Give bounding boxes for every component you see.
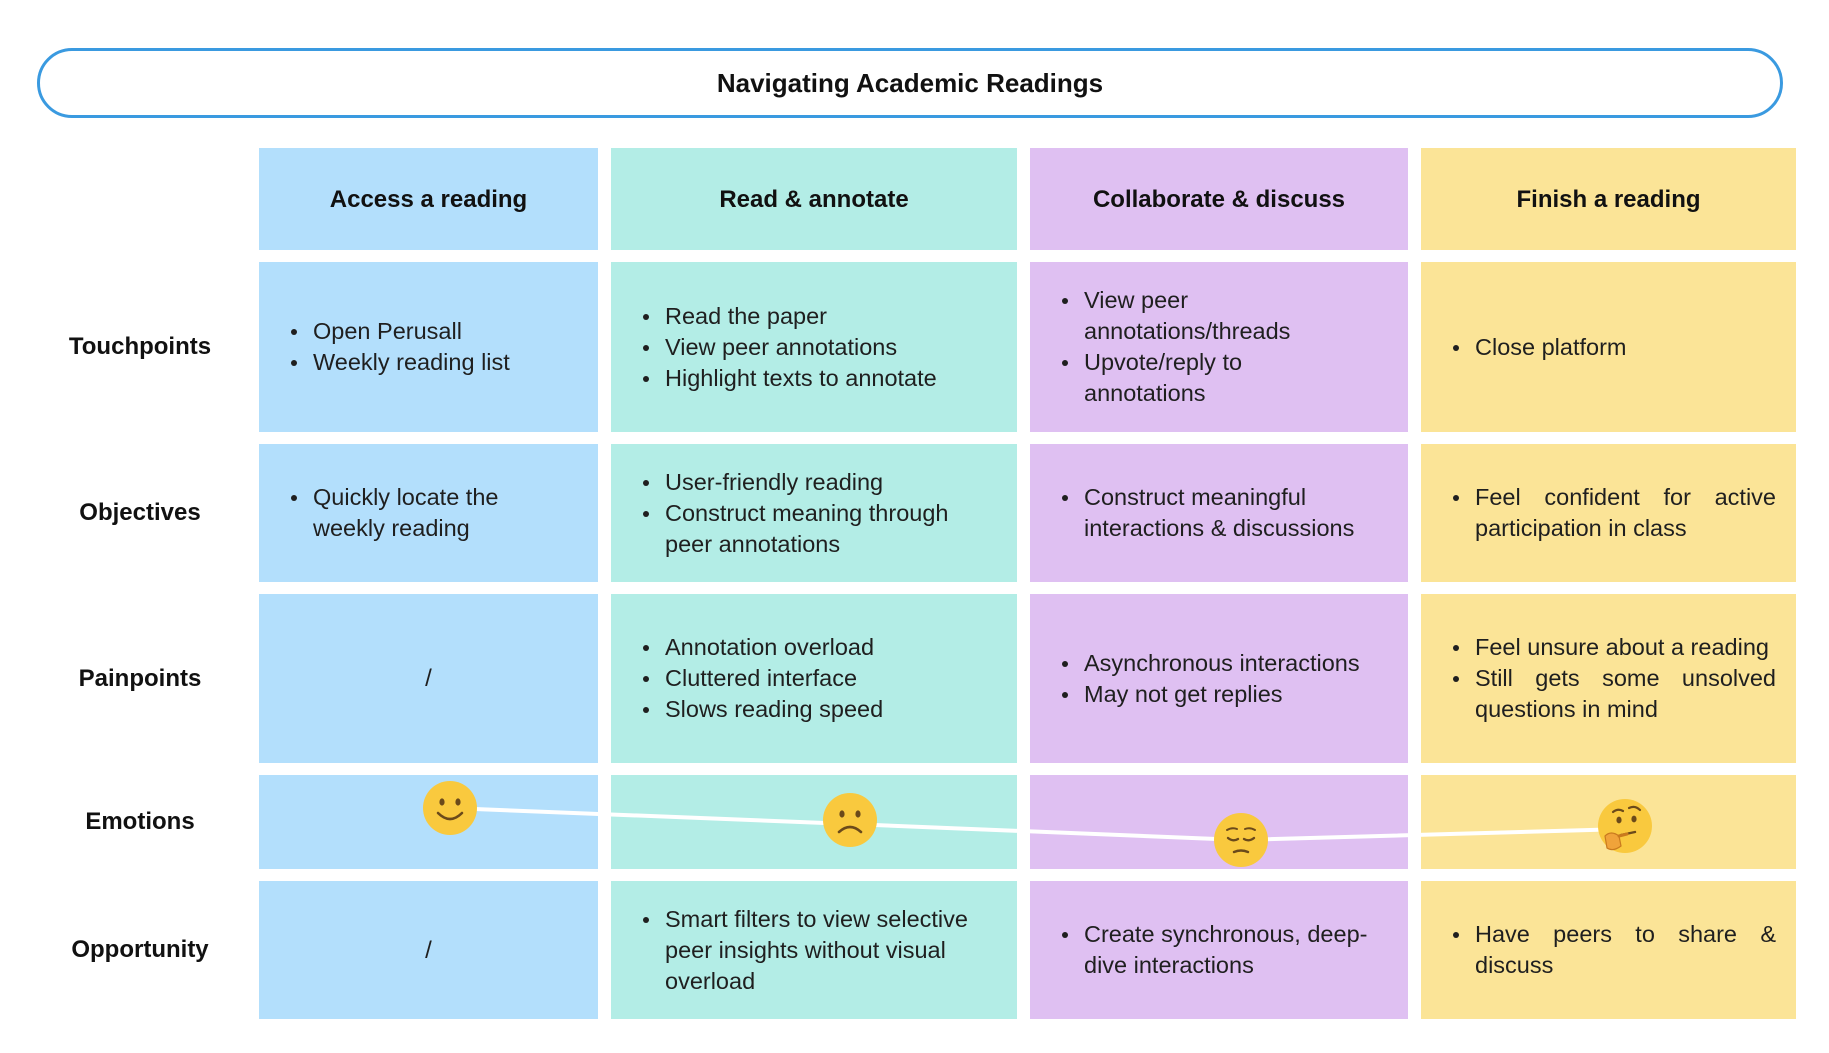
- list-item: Open Perusall: [313, 316, 578, 347]
- opportunity-finish-list: [1451, 919, 1776, 981]
- stage-header-finish: Finish a reading: [1421, 148, 1796, 250]
- list-item: Annotation overload: [665, 632, 997, 663]
- objectives-collab-list: [1060, 482, 1384, 544]
- row-label-opportunity: Opportunity: [71, 936, 209, 963]
- list-item: Quickly locate the weekly reading: [313, 482, 533, 544]
- list-item: May not get replies: [1084, 679, 1388, 710]
- list-item: View peer annotations/threads: [1084, 285, 1304, 347]
- touchpoints-collab-cell: [1030, 262, 1408, 432]
- row-label-objectives: Objectives: [79, 499, 201, 526]
- emotions-finish-cell: [1421, 775, 1796, 869]
- list-item: Create synchronous, deep-dive interactions: [1084, 919, 1388, 981]
- list-item: Weekly reading list: [313, 347, 578, 378]
- list-item: Still gets some unsolved questions in mind: [1475, 663, 1776, 725]
- list-item: Read the paper: [665, 301, 997, 332]
- touchpoints-read-cell: [611, 262, 1017, 432]
- touchpoints-finish-list: [1451, 332, 1776, 363]
- list-item: Smart filters to view selective peer insights without visual overload: [665, 904, 997, 997]
- list-item: Highlight texts to annotate: [665, 363, 997, 394]
- objectives-read-cell: [611, 444, 1017, 582]
- stage-header-access: Access a reading: [259, 148, 598, 250]
- list-item: User-friendly reading: [665, 467, 985, 498]
- painpoints-read-list: [641, 632, 997, 725]
- touchpoints-access-cell: [259, 262, 598, 432]
- painpoints-collab-list: [1060, 648, 1388, 710]
- list-item: Have peers to share & discuss: [1475, 919, 1776, 981]
- objectives-access-list: [289, 482, 533, 544]
- list-item: View peer annotations: [665, 332, 997, 363]
- objectives-access-cell: [259, 444, 598, 582]
- list-item: Feel unsure about a reading: [1475, 632, 1776, 663]
- list-item: Close platform: [1475, 332, 1776, 363]
- painpoints-finish-cell: [1421, 594, 1796, 763]
- touchpoints-collab-list: [1060, 285, 1304, 409]
- opportunity-read-list: [641, 904, 997, 997]
- emotions-read-cell: [611, 775, 1017, 869]
- touchpoints-read-list: [641, 301, 997, 394]
- emotions-collab-cell: [1030, 775, 1408, 869]
- painpoints-read-cell: [611, 594, 1017, 763]
- objectives-read-list: [641, 467, 985, 560]
- opportunity-read-cell: [611, 881, 1017, 1019]
- list-item: Asynchronous interactions: [1084, 648, 1388, 679]
- row-label-emotions: Emotions: [85, 808, 195, 835]
- list-item: Upvote/reply to annotations: [1084, 347, 1304, 409]
- emotions-access-cell: [259, 775, 598, 869]
- objectives-finish-cell: [1421, 444, 1796, 582]
- objectives-finish-list: [1451, 482, 1776, 544]
- stage-header-collab: Collaborate & discuss: [1030, 148, 1408, 250]
- list-item: Construct meaning through peer annotations: [665, 498, 985, 560]
- objectives-collab-cell: [1030, 444, 1408, 582]
- list-item: Cluttered interface: [665, 663, 997, 694]
- row-label-painpoints: Painpoints: [78, 664, 202, 692]
- page-title: Navigating Academic Readings: [37, 48, 1783, 118]
- list-item: Feel confident for active participation in class: [1475, 482, 1776, 544]
- opportunity-finish-cell: [1421, 881, 1796, 1019]
- list-item: Construct meaningful interactions & discussions: [1084, 482, 1384, 544]
- opportunity-access-cell: /: [259, 881, 598, 1019]
- row-label-touchpoints: Touchpoints: [68, 333, 212, 360]
- painpoints-access-cell: /: [259, 594, 598, 763]
- opportunity-collab-cell: [1030, 881, 1408, 1019]
- list-item: Slows reading speed: [665, 694, 997, 725]
- opportunity-collab-list: [1060, 919, 1388, 981]
- touchpoints-access-list: [289, 316, 578, 378]
- stage-header-read: Read & annotate: [611, 148, 1017, 250]
- touchpoints-finish-cell: [1421, 262, 1796, 432]
- painpoints-collab-cell: [1030, 594, 1408, 763]
- painpoints-finish-list: [1451, 632, 1776, 725]
